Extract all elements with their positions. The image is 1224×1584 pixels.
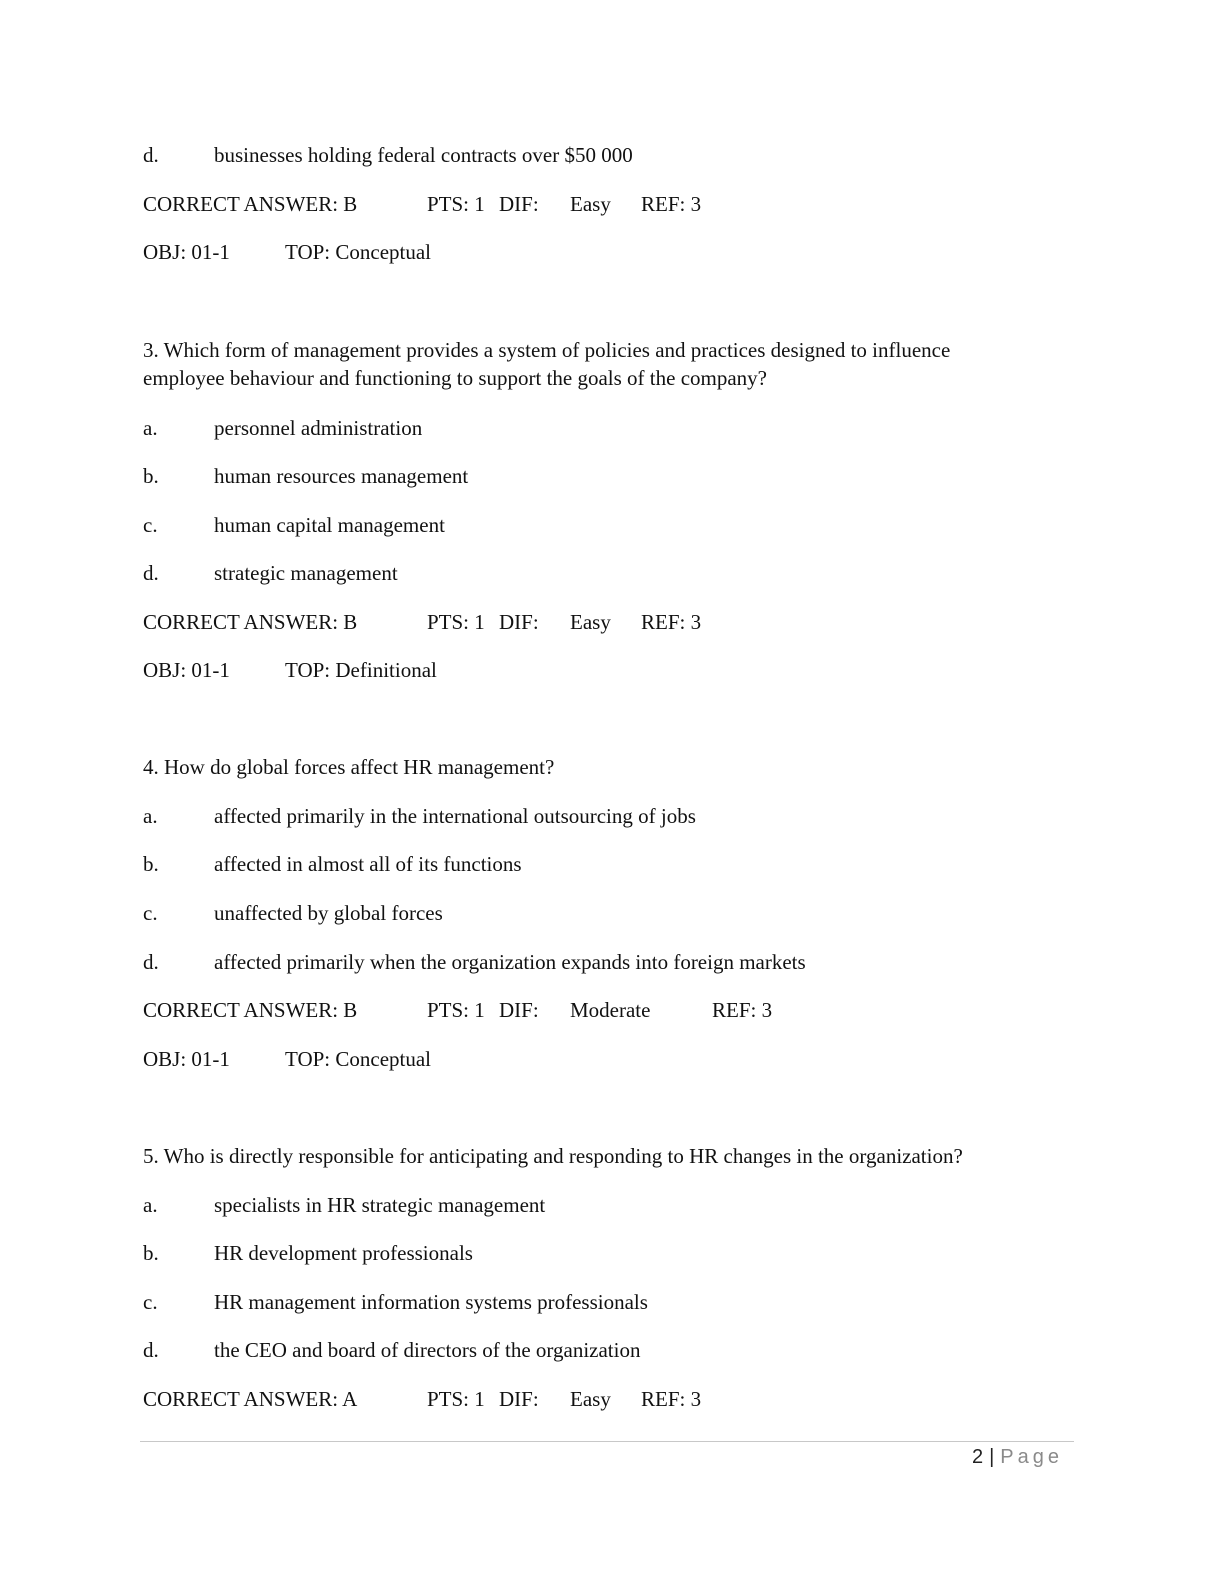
objective: OBJ: 01-1 xyxy=(143,658,230,682)
option-letter: d. xyxy=(143,1338,159,1362)
option-text: the CEO and board of directors of the organization xyxy=(214,1338,641,1362)
difficulty-label: DIF: xyxy=(499,610,539,634)
option-text: personnel administration xyxy=(214,416,423,440)
correct-answer: CORRECT ANSWER: B xyxy=(143,192,358,216)
footer-divider xyxy=(140,1441,1074,1442)
option-text: affected primarily in the international outsourcing of jobs xyxy=(214,804,696,828)
reference: REF: 3 xyxy=(641,1387,702,1411)
option-letter: c. xyxy=(143,901,158,925)
option-letter: c. xyxy=(143,513,158,537)
option-text: affected primarily when the organization expands into foreign markets xyxy=(214,950,806,974)
option-text: unaffected by global forces xyxy=(214,901,443,925)
option-letter: d. xyxy=(143,561,159,585)
points: PTS: 1 xyxy=(427,998,485,1022)
difficulty-value: Easy xyxy=(570,610,611,634)
objective: OBJ: 01-1 xyxy=(143,1047,230,1071)
option-text: affected in almost all of its functions xyxy=(214,852,522,876)
difficulty-label: DIF: xyxy=(499,998,539,1022)
difficulty-value: Moderate xyxy=(570,998,651,1022)
option-letter: b. xyxy=(143,1241,159,1265)
topic: TOP: Definitional xyxy=(285,658,437,682)
page-footer xyxy=(972,1446,1063,1469)
page-label: Page xyxy=(1000,1446,1063,1468)
option-letter: b. xyxy=(143,852,159,876)
difficulty-label: DIF: xyxy=(499,192,539,216)
difficulty-value: Easy xyxy=(570,1387,611,1411)
option-letter: d. xyxy=(143,950,159,974)
option-text: HR management information systems professionals xyxy=(214,1290,648,1314)
option-letter: a. xyxy=(143,804,158,828)
option-letter: a. xyxy=(143,416,158,440)
reference: REF: 3 xyxy=(641,192,702,216)
points: PTS: 1 xyxy=(427,1387,485,1411)
correct-answer: CORRECT ANSWER: B xyxy=(143,998,358,1022)
option-text: businesses holding federal contracts over $50 000 xyxy=(214,143,633,167)
option-letter: b. xyxy=(143,464,159,488)
difficulty-label: DIF: xyxy=(499,1387,539,1411)
option-text: human capital management xyxy=(214,513,445,537)
page-number: 2 xyxy=(971,1446,984,1468)
option-letter: c. xyxy=(143,1290,158,1314)
topic: TOP: Conceptual xyxy=(285,1047,432,1071)
option-letter: a. xyxy=(143,1193,158,1217)
q3-question: 3. Which form of management provides a system of policies and practices designed to influence employee behaviour and functioning to support the goals of the company? xyxy=(143,338,951,390)
points: PTS: 1 xyxy=(427,192,485,216)
reference: REF: 3 xyxy=(641,610,702,634)
footer-separator: | xyxy=(989,1446,995,1468)
points: PTS: 1 xyxy=(427,610,485,634)
option-text: HR development professionals xyxy=(214,1241,473,1265)
q4-question: 4. How do global forces affect HR management? xyxy=(143,755,555,779)
option-text: specialists in HR strategic management xyxy=(214,1193,546,1217)
difficulty-value: Easy xyxy=(570,192,611,216)
option-text: strategic management xyxy=(214,561,398,585)
option-letter: d. xyxy=(143,143,159,167)
q5-question: 5. Who is directly responsible for anticipating and responding to HR changes in the organization? xyxy=(143,1144,963,1168)
objective: OBJ: 01-1 xyxy=(143,240,230,264)
correct-answer: CORRECT ANSWER: B xyxy=(143,610,358,634)
correct-answer: CORRECT ANSWER: A xyxy=(143,1387,358,1411)
option-text: human resources management xyxy=(214,464,469,488)
topic: TOP: Conceptual xyxy=(285,240,432,264)
reference: REF: 3 xyxy=(712,998,773,1022)
